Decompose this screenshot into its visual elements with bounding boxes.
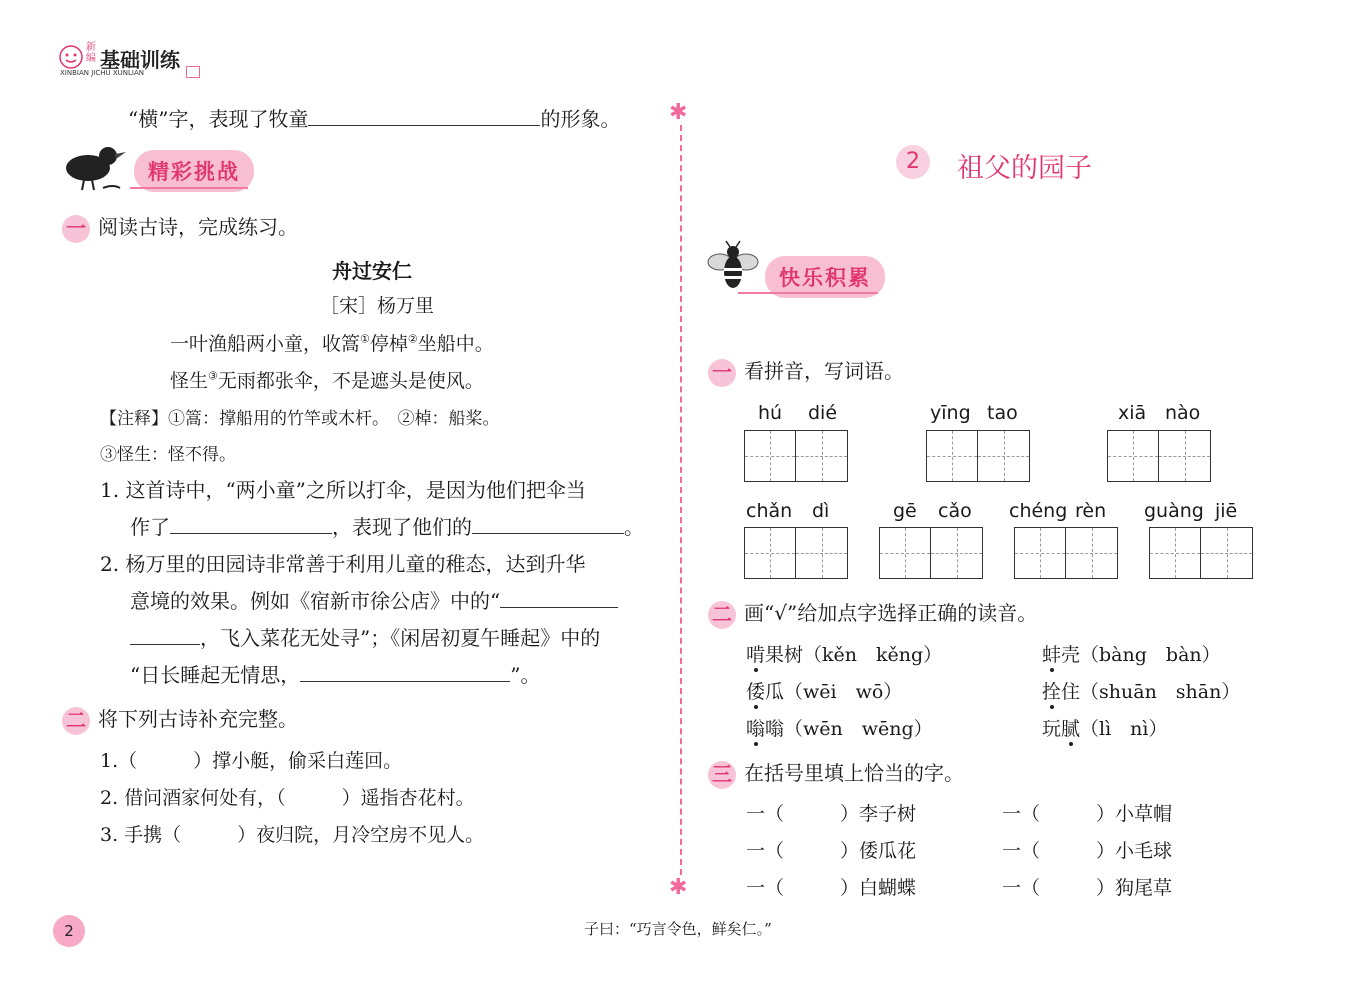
- pinyin-4a: chǎn: [746, 500, 793, 522]
- poem-line-2: 怪生③无雨都张伞，不是遮头是使风。: [170, 369, 484, 392]
- reading-item-6: 玩腻（lì nì）: [1042, 718, 1168, 740]
- writing-grid[interactable]: [744, 527, 848, 579]
- logo-pinyin: XINBIAN JICHU XUNLIAN: [60, 69, 144, 77]
- carry-line: “横”字，表现了牧童 的形象。: [128, 107, 621, 131]
- fill-line-1: 1.（ ）撑小艇，偷采白莲回。: [100, 750, 403, 772]
- writing-grid[interactable]: [1014, 527, 1118, 579]
- pinyin-7b: jiē: [1215, 500, 1238, 522]
- lesson-number: 2: [896, 145, 930, 179]
- measure-item-3: 一（ ）白蝴蝶: [746, 877, 917, 899]
- pinyin-1a: hú: [758, 402, 783, 424]
- pinyin-3b: nào: [1165, 402, 1201, 424]
- reading-item-1: 啃果树（kěn kěng）: [746, 644, 943, 666]
- poem-title: 舟过安仁: [332, 259, 412, 283]
- pinyin-7a: guàng: [1144, 500, 1204, 522]
- measure-item-1: 一（ ）李子树: [746, 803, 917, 825]
- poem-note-2: ③怪生：怪不得。: [100, 445, 236, 465]
- measure-item-5: 一（ ）小毛球: [1002, 840, 1173, 862]
- right-question-2: 二 画“√”给加点字选择正确的读音。: [708, 597, 1037, 629]
- right-question-3: 三 在括号里填上恰当的字。: [708, 757, 964, 789]
- item-2-line-1: 2. 杨万里的田园诗非常善于利用儿童的稚态，达到升华: [100, 552, 586, 576]
- divider-star-bottom: ✱: [669, 875, 688, 900]
- item-1-line-2: 作了 ，表现了他们的 。: [130, 515, 644, 539]
- mascot-icon: [58, 44, 84, 70]
- fill-line-2: 2. 借问酒家何处有，（ ）遥指杏花村。: [100, 787, 475, 809]
- fill-line-3: 3. 手携（ ）夜归院，月冷空房不见人。: [100, 824, 485, 846]
- measure-item-4: 一（ ）小草帽: [1002, 803, 1173, 825]
- right-question-1: 一 看拼音，写词语。: [708, 355, 904, 387]
- section-title-challenge: 精彩挑战: [134, 150, 254, 192]
- measure-item-6: 一（ ）狗尾草: [1002, 877, 1173, 899]
- pinyin-1b: dié: [808, 402, 838, 424]
- pinyin-2a: yīng: [930, 402, 971, 424]
- reading-item-4: 蚌壳（bàng bàn）: [1042, 644, 1221, 666]
- poem-author: ［宋］杨万里: [320, 295, 435, 317]
- section-title-accumulate: 快乐积累: [765, 256, 885, 298]
- section-underline-right: [738, 292, 878, 294]
- poem-line-1: 一叶渔船两小童，收篙①停棹②坐船中。: [170, 332, 494, 355]
- measure-item-2: 一（ ）倭瓜花: [746, 840, 917, 862]
- reading-item-3: 嗡嗡（wēn wēng）: [746, 718, 933, 740]
- writing-grid[interactable]: [879, 527, 983, 579]
- left-question-2: 二 将下列古诗补充完整。: [62, 703, 298, 735]
- footer-quote: 子曰：“巧言令色，鲜矣仁。”: [584, 920, 772, 938]
- reading-item-2: 倭瓜（wēi wō）: [746, 681, 903, 703]
- writing-grid[interactable]: [1149, 527, 1253, 579]
- writing-grid[interactable]: [744, 430, 848, 482]
- writing-grid[interactable]: [1107, 430, 1211, 482]
- divider-star-top: ✱: [669, 100, 688, 125]
- item-2-line-2: 意境的效果。例如《宿新市徐公店》中的“: [130, 585, 618, 614]
- item-2-line-4: “日长睡起无情思， ”。: [130, 663, 541, 687]
- pinyin-4b: dì: [812, 500, 830, 522]
- item-2-line-3: ，飞入菜花无处寻”；《闲居初夏午睡起》中的: [130, 622, 600, 651]
- reading-item-5: 拴住（shuān shān）: [1042, 681, 1241, 703]
- page-number: 2: [53, 915, 85, 947]
- bird-icon: [58, 140, 128, 195]
- bee-icon: [706, 240, 760, 298]
- pinyin-3a: xiā: [1118, 402, 1147, 424]
- item-1-line-1: 1. 这首诗中，“两小童”之所以打伞，是因为他们把伞当: [100, 478, 586, 502]
- pinyin-5a: gē: [893, 500, 917, 522]
- pinyin-6a: chéng: [1009, 500, 1068, 522]
- pinyin-6b: rèn: [1075, 500, 1107, 522]
- section-underline-left: [130, 187, 248, 189]
- logo-small: 新编: [86, 42, 96, 64]
- pinyin-2b: tao: [987, 402, 1018, 424]
- left-question-1: 一 阅读古诗，完成练习。: [62, 211, 298, 243]
- lesson-title: 祖父的园子: [957, 153, 1092, 184]
- logo-main: 基础训练: [100, 48, 180, 72]
- poem-note-1: 【注释】①篙：撑船用的竹竿或木杆。 ②棹：船桨。: [100, 409, 500, 429]
- pinyin-5b: cǎo: [938, 500, 972, 522]
- writing-grid[interactable]: [926, 430, 1030, 482]
- center-divider: [680, 125, 682, 875]
- header-logo: [58, 42, 208, 82]
